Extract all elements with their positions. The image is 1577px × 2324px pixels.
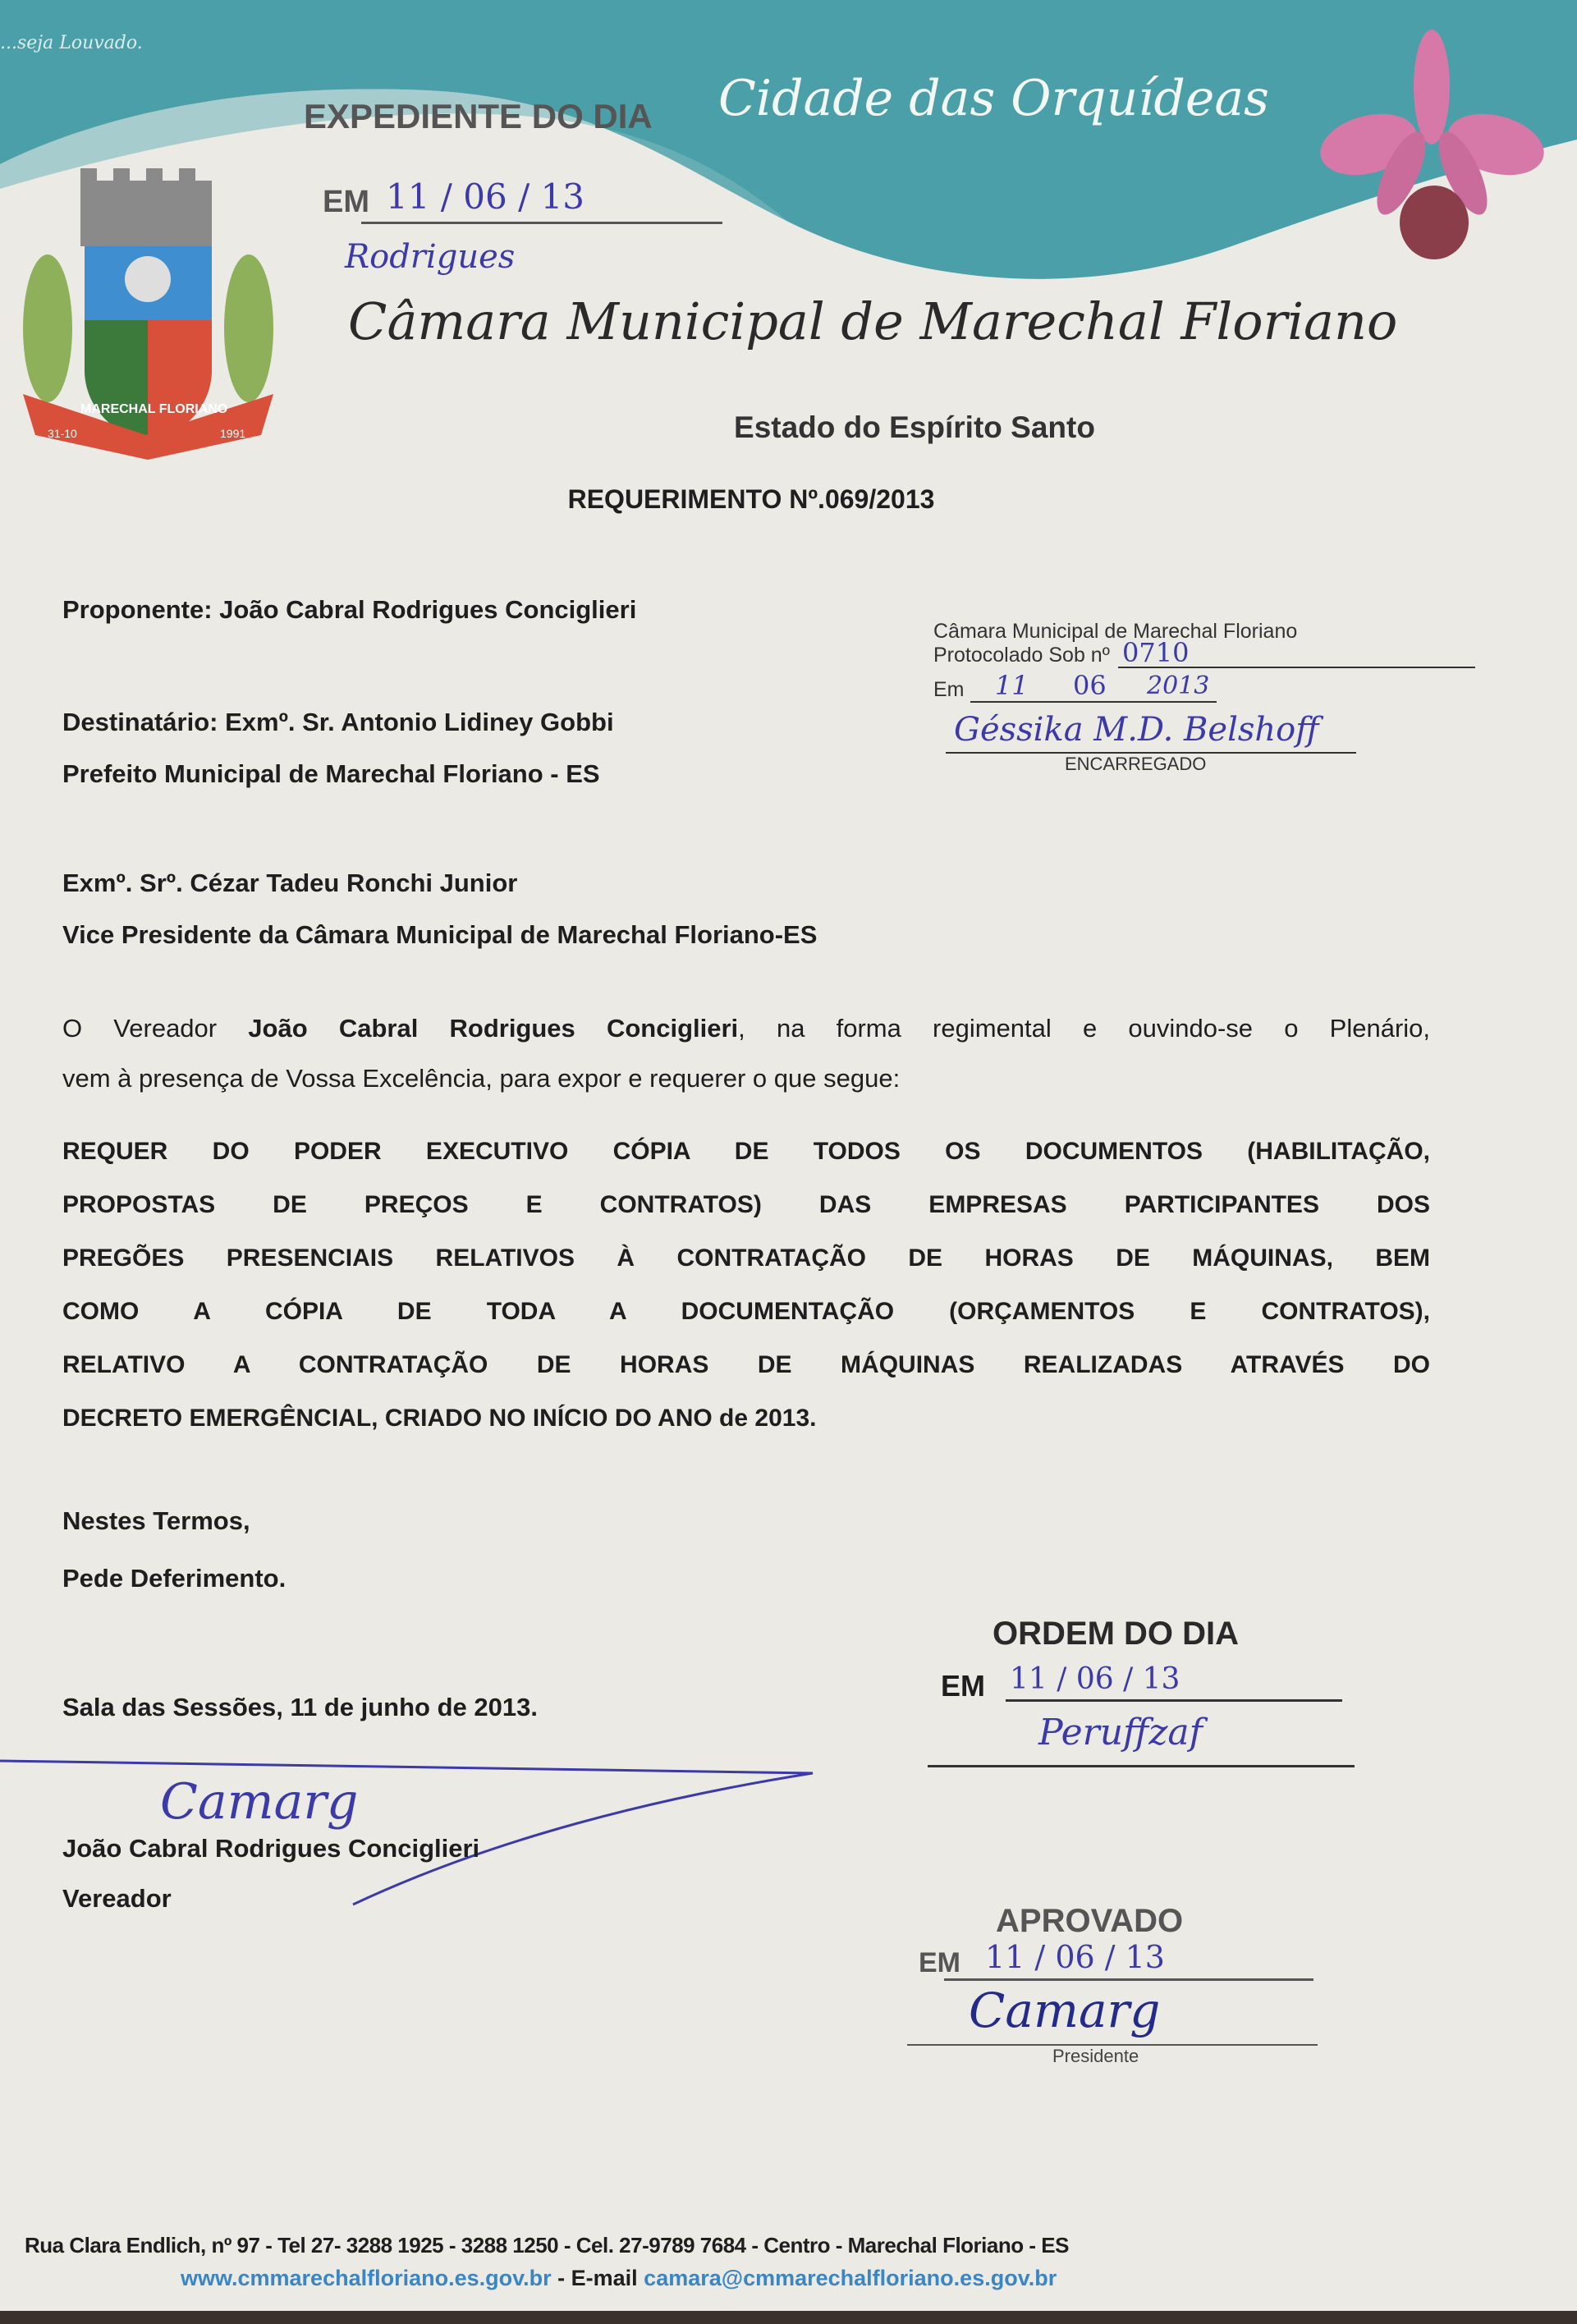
aprovado-em: EM [919,1947,960,1978]
destinatario-role: Prefeito Municipal de Marechal Floriano - ES [62,759,600,788]
footer-website-link[interactable]: www.cmmarechalfloriano.es.gov.br [181,2266,552,2290]
signer-role: Vereador [62,1884,172,1913]
header-motto: ...seja Louvado. [0,33,143,53]
aprovado-stamp-label: APROVADO [996,1903,1184,1939]
expediente-em: EM [323,185,369,219]
ordem-date: 11 / 06 / 13 [1010,1662,1180,1696]
ordem-stamp-label: ORDEM DO DIA [993,1616,1239,1652]
crest-date-left: 31-10 [48,427,77,440]
intro-text: O Vereador [62,1014,249,1043]
protocol-year: 2013 [1147,672,1210,700]
request-line: COMO A CÓPIA DE TODA A DOCUMENTAÇÃO (ORÇAMENTOS E CONTRATOS), [62,1298,1430,1325]
crest-text: MARECHAL FLORIANO [80,402,228,416]
request-line: PREGÕES PRESENCIAIS RELATIVOS À CONTRATAÇÃO DE HORAS DE MÁQUINAS, BEM [62,1245,1430,1272]
header-slogan: Cidade das Orquídeas [718,70,1269,127]
request-line: RELATIVO A CONTRATAÇÃO DE HORAS DE MÁQUINAS REALIZADAS ATRAVÉS DO [62,1351,1430,1378]
addressee: Exmº. Srº. Cézar Tadeu Ronchi Junior [62,869,518,897]
destinatario: Destinatário: Exmº. Sr. Antonio Lidiney Gobbi [62,708,614,736]
aprovado-signature: Camarg [969,1983,1161,2038]
municipal-crest [15,164,282,468]
closing-1: Nestes Termos, [62,1506,250,1535]
footer-email-link[interactable]: camara@cmmarechalfloriano.es.gov.br [644,2266,1057,2290]
protocol-day: 11 [995,670,1029,701]
aprovado-date: 11 / 06 / 13 [985,1939,1165,1975]
crest-date-right: 1991 [220,427,246,440]
request-line: REQUER DO PODER EXECUTIVO CÓPIA DE TODOS OS DOCUMENTOS (HABILITAÇÃO, [62,1138,1430,1165]
protocol-stamp [933,620,1377,774]
ordem-em: EM [941,1669,985,1703]
request-line: PROPOSTAS DE PREÇOS E CONTRATOS) DAS EMPRESAS PARTICIPANTES DOS [62,1191,1430,1218]
expediente-date: 11 / 06 / 13 [386,176,585,217]
intro-paragraph [62,1003,1430,1103]
protocol-em: Em [933,678,965,701]
expediente-stamp-label: EXPEDIENTE DO DIA [304,97,653,135]
request-block [62,1125,1430,1445]
footer-contact [181,2266,1330,2291]
page-title: Câmara Municipal de Marechal Floriano [348,291,1398,351]
orchid-icon [1319,30,1545,264]
bottom-edge [0,2311,1577,2324]
document-number: REQUERIMENTO Nº.069/2013 [567,484,935,514]
protocol-line1: Câmara Municipal de Marechal Floriano [933,620,1298,643]
closing-2: Pede Deferimento. [62,1564,287,1593]
aprovado-role: Presidente [1052,2046,1139,2066]
footer-address: Rua Clara Endlich, nº 97 - Tel 27- 3288 1925 - 3288 1250 - Cel. 27-9789 7684 - Centro - Marechal Floriano - ES [25,2233,1069,2258]
protocol-number: 0710 [1122,637,1190,668]
addressee-role: Vice Presidente da Câmara Municipal de Marechal Floriano-ES [62,920,818,949]
proponente: Proponente: João Cabral Rodrigues Conciglieri [62,595,637,624]
protocol-label: Protocolado Sob nº [933,644,1110,667]
page-subtitle: Estado do Espírito Santo [734,410,1095,444]
signer-signature: Camarg [160,1773,359,1831]
intro-name: João Cabral Rodrigues Conciglieri [248,1014,739,1043]
place-date: Sala das Sessões, 11 de junho de 2013. [62,1693,538,1721]
protocol-month: 06 [1073,670,1107,701]
ordem-signature: Peruffzaf [1038,1712,1203,1753]
protocol-role: ENCARREGADO [1065,754,1207,774]
footer-email-label: - E-mail [551,2266,644,2290]
intro-line2: vem à presença de Vossa Excelência, para expor e requerer o que segue: [62,1064,901,1093]
expediente-signature: Rodrigues [345,238,516,276]
signer-name: João Cabral Rodrigues Conciglieri [62,1834,480,1863]
intro-text-end: , na forma regimental e ouvindo-se o Plenário, [738,1014,1431,1043]
request-line: DECRETO EMERGÊNCIAL, CRIADO NO INÍCIO DO ANO de 2013. [62,1405,817,1432]
protocol-signature: Géssika M.D. Belshoff [954,711,1319,749]
